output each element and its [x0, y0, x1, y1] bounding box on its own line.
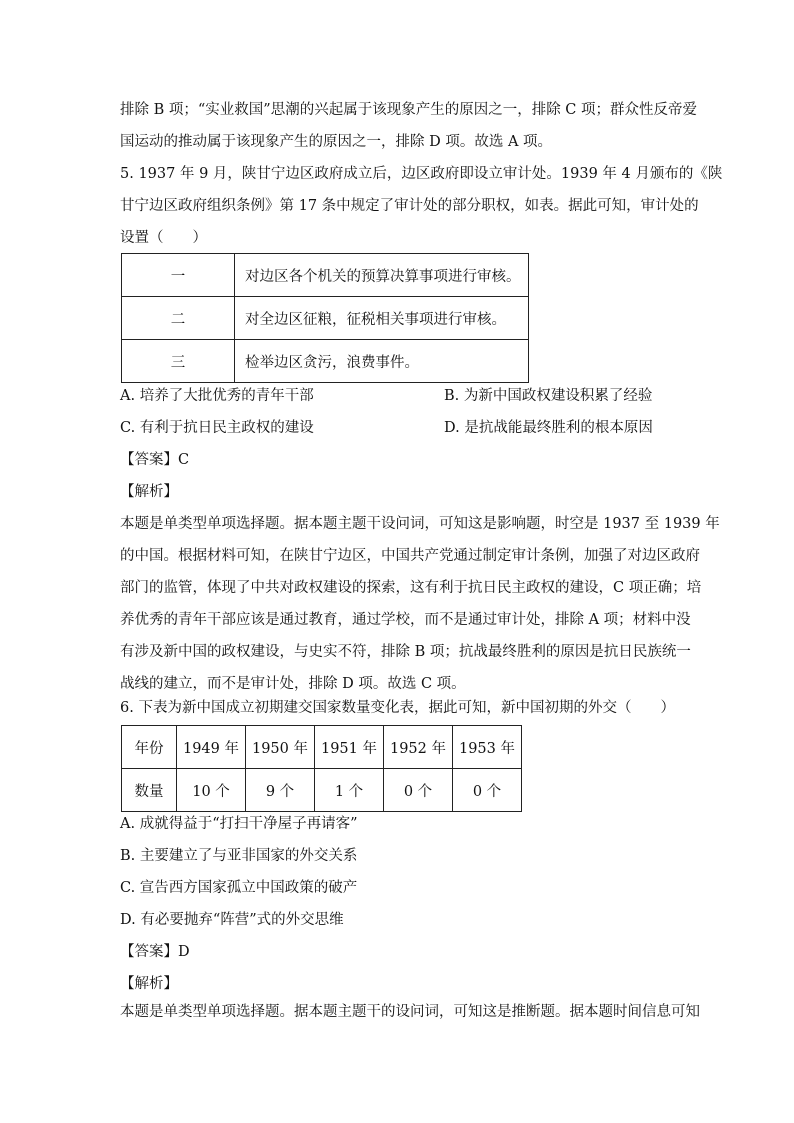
table-row — [122, 769, 522, 812]
table-row — [122, 726, 522, 769]
table-cell: 一 — [122, 254, 235, 297]
table-header-cell: 1950 年 — [246, 726, 315, 769]
table-row — [122, 297, 529, 340]
audit-duties-table — [121, 253, 529, 383]
analysis-text: 战线的建立，而不是审计处，排除 D 项。故选 C 项。 — [120, 676, 466, 692]
table-cell: 1 个 — [315, 769, 384, 812]
analysis-label: 【解析】 — [120, 976, 178, 992]
option-c: C. 宣告西方国家孤立中国政策的破产 — [120, 880, 358, 896]
table-row — [122, 340, 529, 383]
analysis-text: 养优秀的青年干部应该是通过教育，通过学校，而不是通过审计处，排除 A 项；材料中没 — [120, 612, 691, 628]
analysis-text: 本题是单类型单项选择题。据本题主题干设问词，可知这是影响题，时空是 1937 至 1939 年 — [120, 516, 720, 532]
answer-label: 【答案】D — [120, 944, 190, 960]
option-a: A. 培养了大批优秀的青年干部 — [120, 388, 314, 404]
question-5-stem: 甘宁边区政府组织条例》第 17 条中规定了审计处的部分职权，如表。据此可知，审计处的 — [120, 198, 699, 214]
text-line: 排除 B 项；“实业救国”思潮的兴起属于该现象产生的原因之一，排除 C 项；群众性反帝爱 — [120, 102, 698, 118]
table-row — [122, 254, 529, 297]
table-cell: 对边区各个机关的预算决算事项进行审核。 — [235, 254, 529, 297]
answer-label: 【答案】C — [120, 452, 190, 468]
option-d: D. 是抗战能最终胜利的根本原因 — [444, 420, 653, 436]
table-header-cell: 1951 年 — [315, 726, 384, 769]
analysis-text: 本题是单类型单项选择题。据本题主题干的设问词，可知这是推断题。据本题时间信息可知 — [120, 1004, 700, 1020]
table-header-cell: 年份 — [122, 726, 177, 769]
table-cell: 0 个 — [453, 769, 522, 812]
option-a: A. 成就得益于“打扫干净屋子再请客” — [120, 816, 358, 832]
analysis-text: 有涉及新中国的政权建设，与史实不符，排除 B 项；抗战最终胜利的原因是抗日民族统一 — [120, 644, 691, 660]
text-line: 国运动的推动属于该现象产生的原因之一，排除 D 项。故选 A 项。 — [120, 134, 553, 150]
analysis-text: 的中国。根据材料可知，在陕甘宁边区，中国共产党通过制定审计条例，加强了对边区政府 — [120, 548, 700, 564]
option-b: B. 为新中国政权建设积累了经验 — [444, 388, 653, 404]
table-cell: 对全边区征粮，征税相关事项进行审核。 — [235, 297, 529, 340]
table-cell: 10 个 — [177, 769, 246, 812]
question-5-stem: 5. 1937 年 9 月，陕甘宁边区政府成立后，边区政府即设立审计处。1939 年 4 月颁布的《陕 — [120, 166, 723, 182]
analysis-label: 【解析】 — [120, 484, 178, 500]
table-cell: 9 个 — [246, 769, 315, 812]
table-cell: 二 — [122, 297, 235, 340]
analysis-text: 部门的监管，体现了中共对政权建设的探索，这有利于抗日民主政权的建设，C 项正确；培 — [120, 580, 702, 596]
question-6-stem: 6. 下表为新中国成立初期建交国家数量变化表，据此可知，新中国初期的外交（ ） — [120, 700, 675, 716]
table-header-cell: 1953 年 — [453, 726, 522, 769]
option-b: B. 主要建立了与亚非国家的外交关系 — [120, 848, 358, 864]
question-5-stem: 设置（ ） — [120, 230, 207, 246]
table-header-cell: 1952 年 — [384, 726, 453, 769]
table-header-cell: 1949 年 — [177, 726, 246, 769]
table-cell: 数量 — [122, 769, 177, 812]
table-cell: 0 个 — [384, 769, 453, 812]
option-d: D. 有必要抛弃“阵营”式的外交思维 — [120, 912, 344, 928]
option-c: C. 有利于抗日民主政权的建设 — [120, 420, 314, 436]
diplomacy-table — [121, 725, 522, 812]
table-cell: 检举边区贪污，浪费事件。 — [235, 340, 529, 383]
table-cell: 三 — [122, 340, 235, 383]
